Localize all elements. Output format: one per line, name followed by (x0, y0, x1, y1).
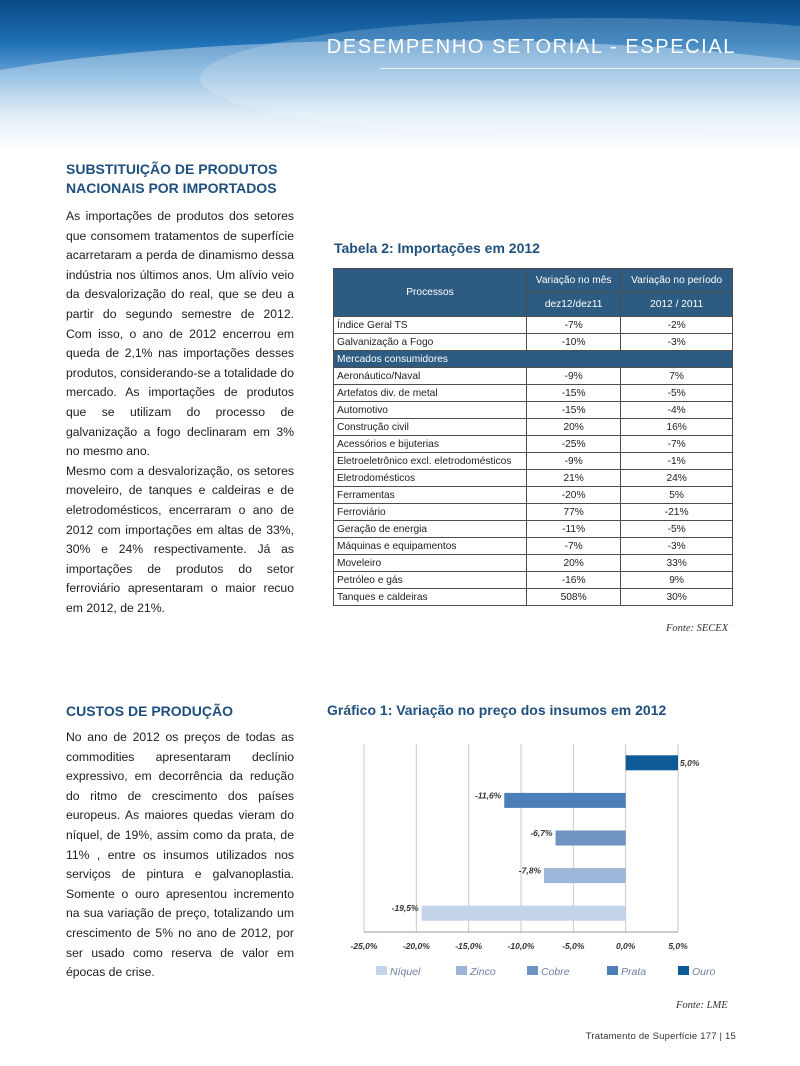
bar-níquel (422, 906, 626, 921)
table-row (334, 589, 733, 606)
table-row (334, 334, 733, 351)
table-cell: Artefatos div. de metal (334, 385, 527, 402)
table-row (334, 538, 733, 555)
table-row (334, 419, 733, 436)
chart-title: Gráfico 1: Variação no preço dos insumos em 2012 (327, 702, 667, 718)
subheader-mes: dez12/dez11 (527, 293, 621, 317)
column-header-variacao-periodo: Variação no período (621, 269, 733, 293)
table-source: Fonte: SECEX (666, 623, 729, 634)
data-label: -7,8% (518, 865, 542, 876)
x-tick-label: -15,0% (455, 941, 483, 951)
table-row (334, 317, 733, 334)
table-cell: Índice Geral TS (334, 317, 527, 334)
group-label: Mercados consumidores (334, 351, 733, 368)
header-rule (380, 68, 800, 69)
table-cell: Automotivo (334, 402, 527, 419)
table-cell: Máquinas e equipamentos (334, 538, 527, 555)
heading-line: NACIONAIS POR IMPORTADOS (66, 180, 277, 196)
data-label: -11,6% (474, 790, 502, 801)
table-cell: 7% (621, 368, 733, 385)
table-cell: 30% (621, 589, 733, 606)
table-cell: 16% (621, 419, 733, 436)
x-tick-label: -5,0% (562, 941, 585, 951)
table-cell: Petróleo e gás (334, 572, 527, 589)
bar-ouro (626, 755, 678, 770)
table-cell: 9% (621, 572, 733, 589)
legend-label: Cobre (541, 966, 570, 978)
table-cell: -3% (621, 334, 733, 351)
legend-swatch (527, 966, 538, 975)
table-cell: -7% (527, 317, 621, 334)
table-cell: -25% (527, 436, 621, 453)
table-cell: Construção civil (334, 419, 527, 436)
header-title: DESEMPENHO SETORIAL - ESPECIAL (326, 36, 736, 58)
table-cell: Eletrodomésticos (334, 470, 527, 487)
table-cell: 508% (527, 589, 621, 606)
table-cell: -1% (621, 453, 733, 470)
data-label: -6,7% (530, 828, 553, 838)
table-cell: Aeronáutico/Naval (334, 368, 527, 385)
table-group-row (334, 351, 733, 368)
heading-line: SUBSTITUIÇÃO DE PRODUTOS (66, 161, 278, 177)
chart-source: Fonte: LME (676, 1000, 728, 1011)
table-cell: 20% (527, 555, 621, 572)
section-body-custos (66, 728, 294, 983)
table-row (334, 470, 733, 487)
table-row (334, 572, 733, 589)
table-cell: Ferramentas (334, 487, 527, 504)
legend-label: Ouro (692, 966, 716, 978)
x-tick-label: 5,0% (668, 941, 688, 951)
section-heading-substituicao (66, 160, 277, 198)
table-cell: -9% (527, 368, 621, 385)
table-cell: Ferroviário (334, 504, 527, 521)
table-cell: 21% (527, 470, 621, 487)
table-cell: -5% (621, 385, 733, 402)
x-tick-label: -25,0% (350, 941, 378, 951)
table-cell: -11% (527, 521, 621, 538)
table-cell: -5% (621, 521, 733, 538)
table-cell: -21% (621, 504, 733, 521)
table-cell: -10% (527, 334, 621, 351)
x-tick-label: 0,0% (615, 941, 636, 951)
table-row (334, 453, 733, 470)
table-cell: -9% (527, 453, 621, 470)
section-heading-custos: CUSTOS DE PRODUÇÃO (66, 703, 233, 719)
bar-prata (504, 793, 625, 808)
table-row (334, 402, 733, 419)
table-row (334, 368, 733, 385)
legend-swatch (456, 966, 467, 975)
data-label: -19,5% (391, 903, 419, 914)
table-cell: 77% (527, 504, 621, 521)
table-cell: 5% (621, 487, 733, 504)
table-row (334, 504, 733, 521)
table-cell: -3% (621, 538, 733, 555)
table-cell: 24% (621, 470, 733, 487)
table-cell: 33% (621, 555, 733, 572)
legend-label: Níquel (390, 966, 421, 978)
page-header (0, 0, 800, 150)
legend-swatch (678, 966, 689, 975)
table-cell: Galvanização a Fogo (334, 334, 527, 351)
table-cell: -20% (527, 487, 621, 504)
table-cell: 20% (527, 419, 621, 436)
table-cell: -16% (527, 572, 621, 589)
column-header-processos: Processos (334, 269, 527, 317)
table-cell: Acessórios e bijuterias (334, 436, 527, 453)
x-tick-label: -10,0% (507, 941, 535, 951)
table-cell: Eletroeletrônico excl. eletrodomésticos (334, 453, 527, 470)
section-body-substituicao (66, 207, 294, 618)
page-footer: Tratamento de Superfície 177 | 15 (585, 1031, 736, 1042)
x-tick-label: -20,0% (402, 941, 430, 951)
table-cell: -15% (527, 402, 621, 419)
subheader-periodo: 2012 / 2011 (621, 293, 733, 317)
table-cell: -15% (527, 385, 621, 402)
paragraph: As importações de produtos dos setores que consomem tratamentos de superfície acarretaram a perda de dinamismo dessa indústria nos últimos anos. Um alívio veio da desvalorização do real, que se deu a partir do segundo semestre de 2012. Com isso, o ano de 2012 encerrou em queda de 2,1% nas importações desses produtos, considerando-se a totalidade do mercado. As importações de produtos que se utilizam do processo de galvanização a fogo declinaram em 3% no mesmo ano. (66, 209, 294, 459)
table-row (334, 555, 733, 572)
bar-zinco (544, 868, 626, 883)
table-row (334, 487, 733, 504)
table-cell: -7% (621, 436, 733, 453)
legend-swatch (376, 966, 387, 975)
table-cell: -4% (621, 402, 733, 419)
legend-swatch (607, 966, 618, 975)
legend-label: Zinco (470, 966, 496, 978)
bar-cobre (556, 831, 626, 846)
legend-label: Prata (621, 966, 647, 978)
paragraph: Mesmo com a desvalorização, os setores moveleiro, de tanques e caldeiras e de eletrodomésticos, encerraram o ano de 2012 com importações em altas de 33%, 30% e 24% respectivamente. Já as importações de produtos do setor ferroviário apresentaram o maior recuo em 2012, de 21%. (66, 463, 294, 615)
chart-area (340, 732, 736, 990)
table-row (334, 385, 733, 402)
data-label: 5,0% (680, 757, 700, 768)
bar-chart (340, 732, 736, 990)
table-row (334, 521, 733, 538)
table-cell: Moveleiro (334, 555, 527, 572)
table-cell: Tanques e caldeiras (334, 589, 527, 606)
column-header-variacao-mes: Variação no mês (527, 269, 621, 293)
table-row (334, 436, 733, 453)
paragraph: No ano de 2012 os preços de todas as commodities apresentaram declínio expressivo, em decorrência da redução do ritmo de crescimento dos países europeus. As maiores quedas vieram do níquel, de 19%, assim como da prata, de 11% , entre os insumos utilizados nos serviços de pintura e galvanoplastia. Somente o ouro apresentou incremento na sua variação de preço, totalizando um crescimento de 5% no ano de 2012, por ser usado como reserva de valor em épocas de crise. (66, 730, 294, 980)
table-cell: -2% (621, 317, 733, 334)
table-cell: -7% (527, 538, 621, 555)
table-title: Tabela 2: Importações em 2012 (334, 240, 540, 256)
imports-table (333, 268, 733, 606)
table-cell: Geração de energia (334, 521, 527, 538)
